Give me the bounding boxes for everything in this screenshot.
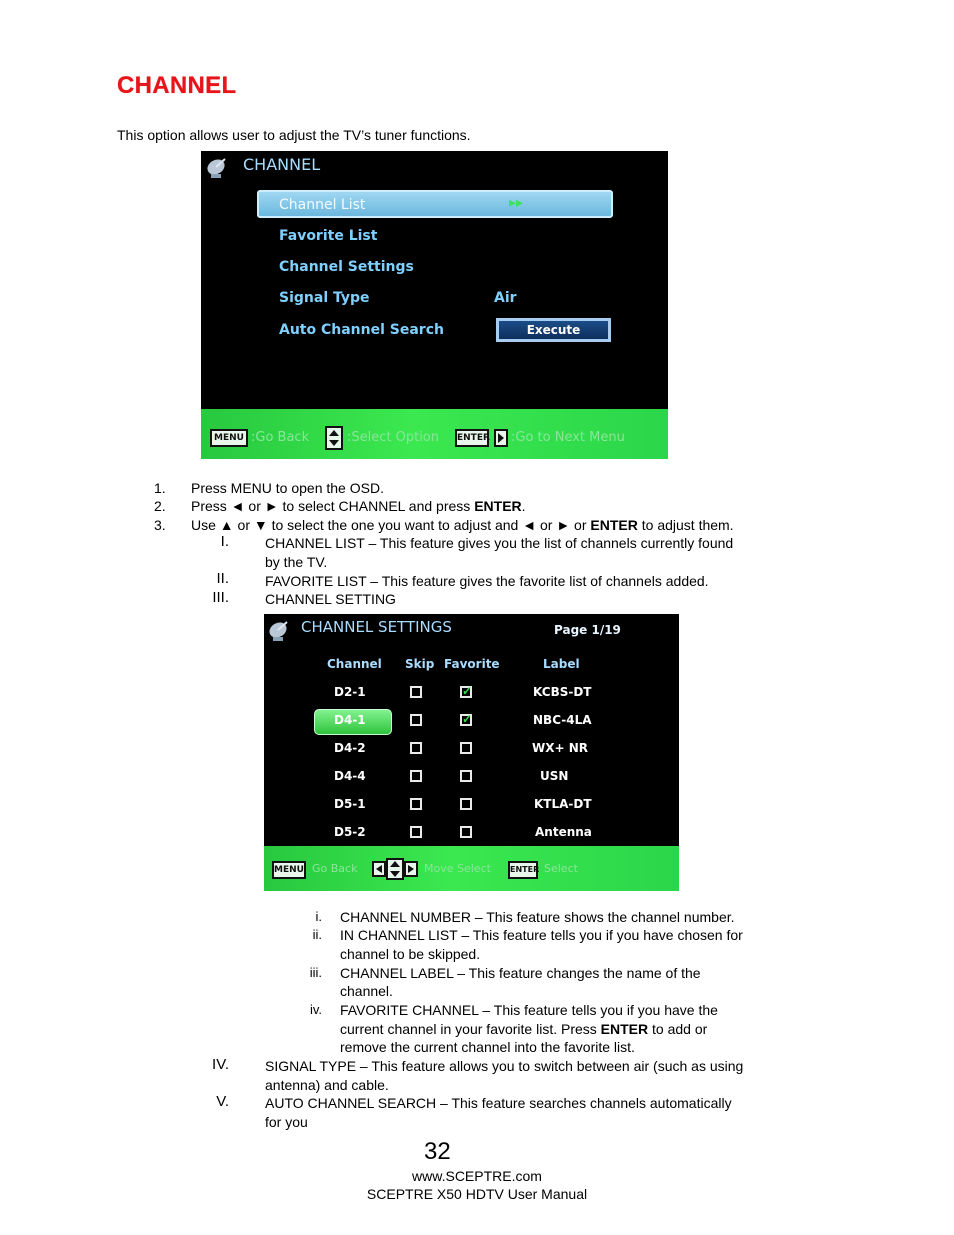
step-text: Press ◄ or ► to select CHANNEL and press ENTER. [191, 498, 526, 514]
roman-text: by the TV. [265, 554, 328, 570]
sub-text: CHANNEL NUMBER – This feature shows the channel number. [340, 909, 735, 925]
enter-key-icon: ENTER [508, 861, 538, 879]
roman-text: CHANNEL SETTING [265, 591, 396, 607]
osd-help-bar [264, 846, 679, 891]
footer-manual-title: SCEPTRE X50 HDTV User Manual [366, 1186, 588, 1202]
osd-title: CHANNEL [243, 155, 321, 174]
section-heading: CHANNEL [117, 72, 237, 99]
channel-number[interactable]: D4-1 [334, 713, 366, 727]
favorite-checkbox[interactable] [460, 770, 472, 782]
roman-number: III. [212, 589, 229, 606]
sub-text: channel to be skipped. [340, 946, 481, 962]
skip-checkbox[interactable] [410, 714, 422, 726]
satellite-icon [205, 155, 231, 181]
channel-label[interactable]: KTLA-DT [534, 797, 592, 811]
menu-item-channel-list[interactable]: Channel List [279, 197, 366, 213]
step-number: 1. [154, 480, 166, 496]
roman-text: antenna) and cable. [265, 1077, 389, 1093]
channel-number[interactable]: D5-2 [334, 825, 366, 839]
footer-website: www.SCEPTRE.com [412, 1168, 542, 1184]
menu-item-favorite-list[interactable]: Favorite List [279, 228, 378, 244]
skip-checkbox[interactable] [410, 798, 422, 810]
sub-number: ii. [312, 927, 322, 942]
next-menu-hint: :Go to Next Menu [511, 430, 625, 445]
menu-item-channel-settings[interactable]: Channel Settings [279, 259, 414, 275]
sub-text: channel. [340, 983, 393, 999]
favorite-checkbox[interactable] [460, 742, 472, 754]
roman-number: II. [216, 570, 229, 587]
menu-item-signal-type[interactable]: Signal Type [279, 290, 370, 306]
roman-number: V. [216, 1093, 229, 1110]
intro-text: This option allows user to adjust the TV’s tuner functions. [117, 127, 471, 143]
step-number: 3. [154, 517, 166, 533]
go-back-hint: :Go Back [251, 430, 310, 445]
column-header-favorite: Favorite [444, 657, 500, 671]
up-down-icon [325, 426, 343, 450]
channel-label[interactable]: NBC-4LA [533, 713, 592, 727]
channel-osd-screenshot [201, 151, 668, 459]
menu-item-auto-channel-search[interactable]: Auto Channel Search [279, 322, 444, 338]
skip-checkbox[interactable] [410, 742, 422, 754]
channel-number[interactable]: D2-1 [334, 685, 366, 699]
select-hint: Select [544, 862, 578, 875]
step-text: Press MENU to open the OSD. [191, 480, 384, 496]
satellite-icon [267, 618, 293, 644]
select-option-hint: :Select Option [347, 430, 440, 445]
channel-label[interactable]: USN [540, 769, 569, 783]
sub-text: remove the current channel into the favorite list. [340, 1039, 635, 1055]
roman-text: for you [265, 1114, 308, 1130]
step-text: Use ▲ or ▼ to select the one you want to adjust and ◄ or ► or ENTER to adjust them. [191, 517, 734, 533]
favorite-checkbox[interactable] [460, 798, 472, 810]
skip-checkbox[interactable] [410, 686, 422, 698]
channel-label[interactable]: KCBS-DT [533, 685, 592, 699]
roman-text: CHANNEL LIST – This feature gives you the list of channels currently found [265, 535, 734, 551]
channel-number[interactable]: D4-4 [334, 769, 366, 783]
roman-number: I. [220, 533, 229, 550]
arrows-icon [372, 858, 418, 880]
skip-checkbox[interactable] [410, 770, 422, 782]
column-header-skip: Skip [405, 657, 435, 671]
channel-number[interactable]: D5-1 [334, 797, 366, 811]
go-back-hint: Go Back [312, 862, 358, 875]
sub-number: iii. [309, 965, 322, 980]
skip-checkbox[interactable] [410, 826, 422, 838]
sub-text: CHANNEL LABEL – This feature changes the name of the [340, 965, 701, 981]
page-number: 32 [424, 1138, 451, 1165]
roman-text: SIGNAL TYPE – This feature allows you to switch between air (such as using [265, 1058, 744, 1074]
roman-text: AUTO CHANNEL SEARCH – This feature searches channels automatically [265, 1095, 732, 1111]
osd-help-bar [201, 409, 668, 459]
column-header-label: Label [543, 657, 580, 671]
sub-text: IN CHANNEL LIST – This feature tells you if you have chosen for [340, 927, 743, 943]
signal-type-value: Air [494, 290, 517, 306]
sub-text: current channel in your favorite list. Press ENTER to add or [340, 1021, 708, 1037]
execute-button[interactable]: Execute [496, 318, 611, 342]
favorite-checkbox[interactable] [460, 686, 472, 698]
move-select-hint: Move Select [424, 862, 491, 875]
menu-item-arrow: ▸▸ [509, 195, 524, 211]
sub-text: FAVORITE CHANNEL – This feature tells you if you have the [340, 1002, 718, 1018]
channel-settings-osd-screenshot [264, 614, 679, 891]
column-header-channel: Channel [327, 657, 382, 671]
step-number: 2. [154, 498, 166, 514]
favorite-checkbox[interactable] [460, 714, 472, 726]
menu-key-icon: MENU [272, 861, 306, 879]
enter-key-icon: ENTER [455, 429, 489, 447]
roman-number: IV. [212, 1056, 229, 1073]
channel-label[interactable]: WX+ NR [532, 741, 589, 755]
right-arrow-icon [494, 429, 508, 447]
osd-title: CHANNEL SETTINGS [301, 618, 452, 636]
favorite-checkbox[interactable] [460, 826, 472, 838]
sub-number: i. [315, 909, 322, 924]
sub-number: iv. [309, 1002, 322, 1017]
channel-label[interactable]: Antenna [535, 825, 592, 839]
roman-text: FAVORITE LIST – This feature gives the favorite list of channels added. [265, 573, 709, 589]
channel-number[interactable]: D4-2 [334, 741, 366, 755]
page-indicator: Page 1/19 [554, 623, 621, 637]
menu-key-icon: MENU [210, 429, 248, 447]
